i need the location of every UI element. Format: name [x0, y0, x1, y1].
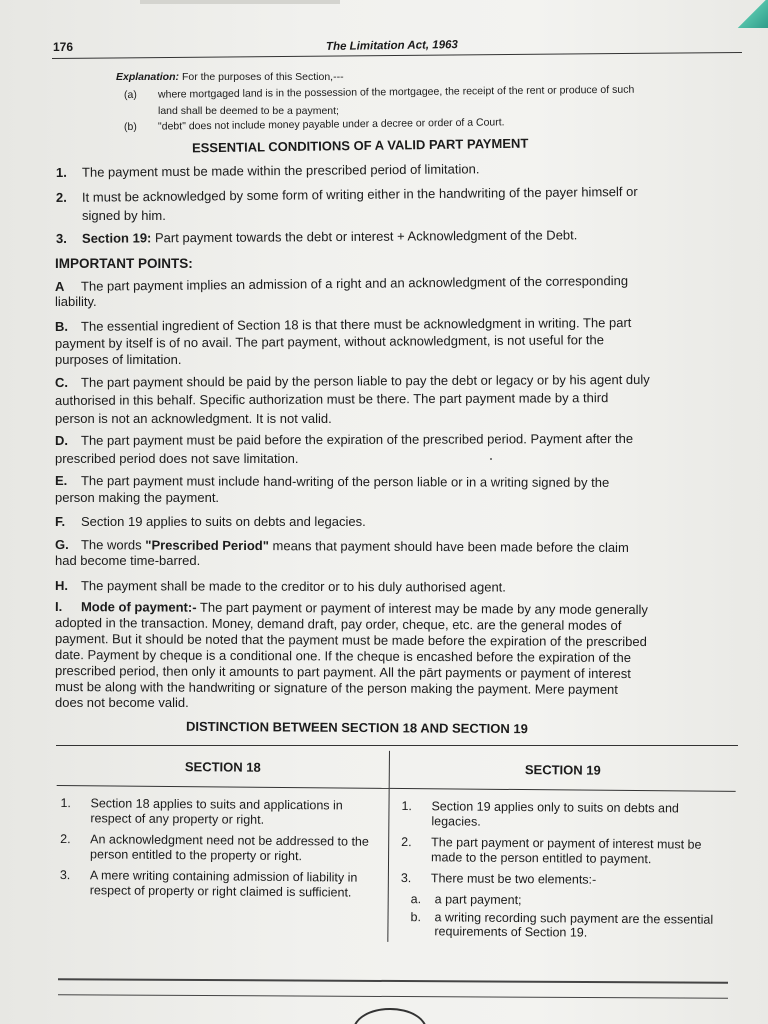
essential-text-3: Part payment towards the debt or interest + Acknowledgment of the Debt.: [154, 227, 578, 246]
point-b-mark: B.: [54, 318, 69, 334]
point-b-line2: payment by itself is of no avail. The part payment, without acknowledgment, is not useful for the: [54, 332, 604, 351]
item-text: There must be two elements:-: [430, 871, 597, 887]
essential-num-3: 3.: [55, 230, 67, 246]
essential-heading: ESSENTIAL CONDITIONS OF A VALID PART PAYMENT: [191, 135, 529, 156]
section-19-item: [401, 871, 731, 889]
point-c: [55, 372, 650, 390]
subitem-number: b.: [410, 910, 422, 925]
point-d-mark: D.: [54, 432, 69, 448]
footer-rule-secondary: [58, 994, 728, 999]
page-number: 176: [53, 40, 74, 54]
col-header-section-18: SECTION 18: [57, 748, 390, 788]
section-18-item: [60, 832, 382, 865]
essential-text-1: The payment must be made within the prescribed period of limitation.: [81, 161, 480, 180]
point-d-line2: prescribed period does not save limitation.: [55, 451, 299, 466]
section-19-subitem: [410, 910, 730, 941]
point-a: [55, 273, 628, 294]
section-19-column: [388, 788, 736, 945]
subitem-text: a writing recording such payment are the essential requirements of Section 19.: [434, 910, 714, 940]
point-h-line1: The payment shall be made to the creditor or to his duly authorised agent.: [80, 578, 506, 595]
col-header-section-19: SECTION 19: [389, 751, 736, 792]
point-a-mark: A: [54, 278, 65, 294]
explanation-text: For the purposes of this Section,---: [181, 71, 344, 83]
point-c-line3: person is not an acknowledgment. It is not valid.: [55, 411, 332, 426]
section-19-subitem: [411, 892, 731, 909]
item-text: A mere writing containing admission of liability in respect of property or right claimed is sufficient.: [89, 868, 358, 900]
item-number: 1.: [60, 796, 72, 811]
point-h-mark: H.: [54, 578, 69, 594]
point-e-line2: person making the payment.: [55, 490, 220, 505]
point-i-line3: payment. But it should be noted that the payment must be made before the expiration of the prescribed: [54, 631, 647, 650]
point-i-line2: adopted in the transaction. Money, demand draft, pay order, cheque, etc. are the general modes of: [54, 615, 622, 633]
point-i-line6: must be along with the handwriting or signature of the person making the payment. Mere payment: [54, 679, 618, 697]
item-number: 3.: [400, 871, 412, 886]
point-d-line1: The part payment must be paid before the expiration of the prescribed period. Payment after the: [80, 430, 634, 448]
explanation-line: [116, 70, 344, 85]
point-b-line1: The essential ingredient of Section 18 is that there must be acknowledgment in writing. The part: [80, 314, 632, 334]
point-g-pre: The words: [80, 537, 146, 553]
point-b: [55, 315, 631, 334]
point-g-bold: "Prescribed Period": [145, 537, 269, 554]
point-i-line4: date. Payment by cheque is a conditional one. If the cheque is encashed before the expiration of the: [54, 647, 632, 666]
speck: [490, 458, 492, 460]
essential-bold-3: Section 19:: [81, 230, 152, 246]
item-text: Section 19 applies only to suits on debts and legacies.: [431, 799, 679, 829]
section-18-item: [60, 796, 382, 829]
item-text: Section 18 applies to suits and applications in respect of any property or right.: [90, 796, 343, 827]
footer-rule: [58, 978, 728, 984]
essential-num-1: 1.: [55, 164, 67, 180]
point-a-line1: The part payment implies an admission of a right and an acknowledgment of the corresponding: [80, 272, 629, 294]
essential-num-2: 2.: [55, 189, 67, 205]
table-top-border: [56, 745, 738, 746]
background-corner: [728, 0, 768, 28]
point-d: [55, 431, 633, 448]
section-18-column: [55, 785, 389, 941]
essential-item-3: [56, 227, 577, 246]
explanation-text-a2: land shall be deemed to be a payment;: [158, 105, 339, 117]
distinction-heading: DISTINCTION BETWEEN SECTION 18 AND SECTION 19: [185, 718, 528, 737]
important-heading: IMPORTANT POINTS:: [55, 256, 193, 271]
point-i-mark: I.: [54, 599, 63, 615]
explanation-item-b: [124, 115, 505, 135]
explanation-item-a: [124, 83, 634, 103]
distinction-table: [55, 748, 736, 945]
point-b-line3: purposes of limitation.: [55, 352, 182, 367]
item-text: The part payment or payment of interest must be made to the person entitled to payment.: [430, 835, 702, 867]
explanation-mark-a: (a): [123, 88, 137, 101]
item-number: 2.: [401, 835, 412, 850]
point-e: [55, 473, 609, 490]
point-f: [55, 514, 366, 529]
point-i-line1: The part payment or payment of interest may be made by any mode generally: [196, 599, 648, 618]
point-g-line2: had become time-barred.: [55, 553, 201, 568]
essential-text-2b: signed by him.: [82, 208, 166, 223]
item-number: 3.: [59, 868, 71, 883]
item-text: An acknowledgment need not be addressed to the person entitled to the property or right.: [90, 832, 369, 864]
point-i: [55, 599, 648, 617]
point-c-line2: authorised in this behalf. Specific authorization must be there. The part payment made by a third: [54, 390, 609, 408]
point-e-mark: E.: [54, 473, 68, 489]
point-f-mark: F.: [55, 514, 66, 529]
explanation-label: Explanation:: [116, 71, 180, 83]
point-g-line1: means that payment should have been made before the claim: [268, 538, 629, 556]
essential-item-2: [56, 184, 638, 205]
point-e-line1: The part payment must include hand-writing of the person liable or in a writing signed by the: [80, 473, 610, 490]
header-rule: [52, 52, 742, 59]
subitem-number: a.: [410, 892, 422, 907]
point-c-line1: The part payment should be paid by the person liable to pay the debt or legacy or by his agent duly: [80, 371, 650, 390]
seal-stamp: [353, 1008, 427, 1024]
running-title: The Limitation Act, 1963: [325, 39, 458, 53]
section-19-item: [401, 799, 731, 832]
subitem-text: a part payment;: [434, 892, 522, 908]
point-c-mark: C.: [54, 374, 69, 390]
section-19-item: [401, 835, 731, 868]
item-number: 1.: [401, 799, 413, 814]
essential-item-1: [56, 161, 480, 180]
item-number: 2.: [60, 832, 71, 847]
explanation-mark-b: (b): [123, 120, 137, 133]
point-f-line1: Section 19 applies to suits on debts and legacies.: [81, 514, 366, 529]
point-i-line7: does not become valid.: [55, 695, 189, 710]
point-h: [55, 578, 506, 595]
point-i-line5: prescribed period, then only it amounts to part payment. All the pārt payments or payment of interest: [54, 663, 631, 682]
essential-text-2a: It must be acknowledged by some form of writing either in the handwriting of the payer himself or: [81, 183, 638, 205]
point-a-line2: liability.: [55, 294, 97, 309]
explanation-text-b1: "debt" does not include money payable under a decree or order of a Court.: [157, 116, 505, 133]
point-g-mark: G.: [54, 537, 69, 553]
explanation-text-a1: where mortgaged land is in the possession of the mortgagee, the receipt of the rent or produce of such: [157, 83, 635, 101]
page-edge-tab: [140, 0, 340, 4]
section-18-item: [60, 868, 382, 901]
point-i-bold: Mode of payment:-: [80, 599, 197, 615]
